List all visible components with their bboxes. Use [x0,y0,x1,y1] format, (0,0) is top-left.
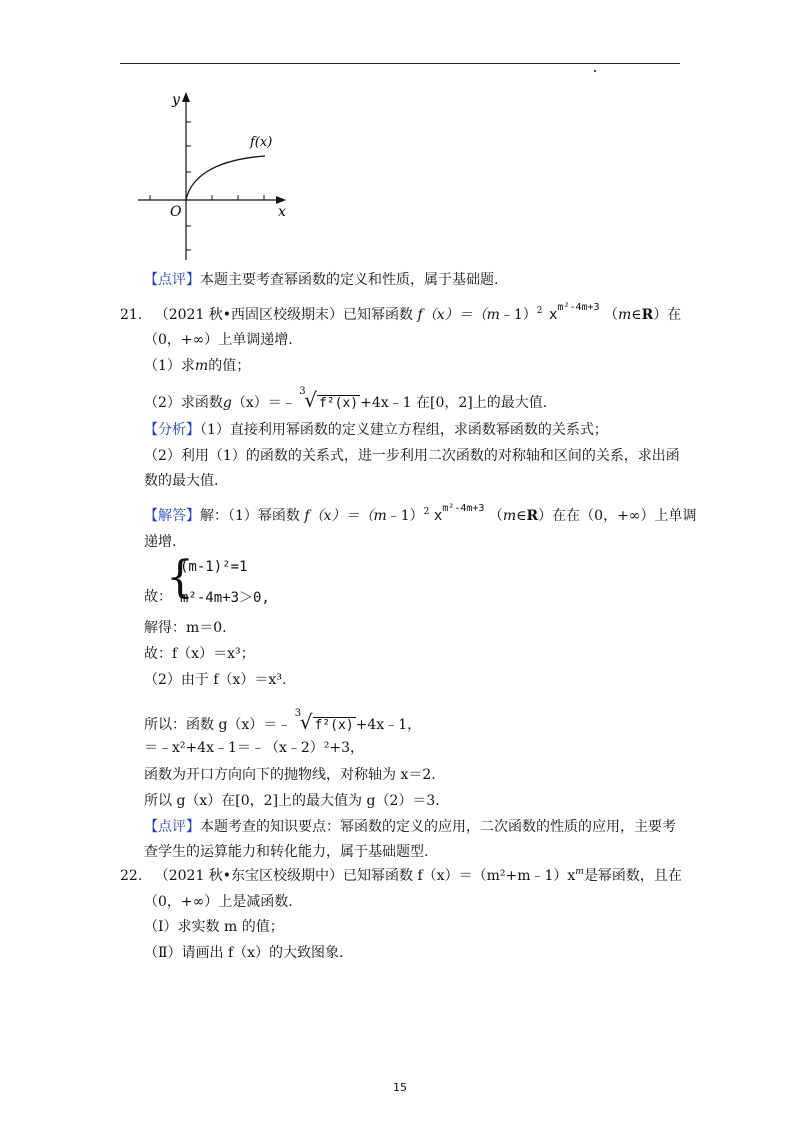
q21-source: （2021 秋•西固区校级期末）已知幂函数 [154,307,414,323]
q21-parabola: 函数为开口方向向下的抛物线，对称轴为 x＝2. [144,767,436,783]
q21-number: 21. [120,307,143,323]
comment-tag: 【点评】 [144,272,200,288]
q21-maxval: 所以 g（x）在[0，2]上的最大值为 g（2）＝3. [144,793,440,809]
q22-part1: （Ⅰ）求实数 m 的值； [144,919,284,935]
header-rule [120,63,680,64]
function-graph [130,88,310,268]
q21-answer-1: 【解答】解：（1）幂函数 f（x）＝（m﹣1）$^2$ $x^{m^2-4m+3}$ （m∈R）在在（0，+∞）上单调 [144,503,697,524]
curve-label: f(x) [250,135,273,150]
q21-solve: 解得：m＝0. [144,620,227,636]
cube-root: 3 √ f²(x) [299,386,359,412]
function-curve [186,156,265,200]
q21-line1: 21. （2021 秋•西固区校级期末）已知幂函数 f（x）＝（m﹣1）$^2$ $x^{m^2-4m+3}$ （m∈R）在 [120,302,682,323]
origin-label: O [170,204,182,220]
comment-1 [144,270,498,290]
cube-root-2: 3 √ f²(x) [294,708,354,734]
header-dot [594,70,596,72]
q21-so-g: 所以：函数 g（x）＝﹣ 3 √ f²(x) +4x﹣1， [144,708,422,734]
q21-comment-1: 【点评】本题考查的知识要点：幂函数的定义的应用，二次函数的性质的应用，主要考 [144,819,676,835]
q21-part2-start: （2）由于 f（x）＝x³. [144,672,287,688]
q21-part1: （1）求m的值； [144,358,251,374]
brace: { [166,552,194,603]
q22-line1: 22. （2021 秋•东宝区校级期中）已知幂函数 $f(x)=(m^2+m﹣1)x^m$是幂函数，且在 [120,867,682,884]
q21-comment-2: 查学生的运算能力和转化能力，属于基础题型. [144,844,429,860]
q21-answer-2: 递增. [144,534,177,550]
q21-so-f: 故：f（x）＝x³； [144,646,255,662]
y-axis-label: y [172,92,180,108]
q21-part2: （2）求函数g（x）＝﹣ 3 √ f²(x) +4x﹣1 在[0，2]上的最大值. [144,386,548,412]
q22-line2: （0，+∞）上是减函数. [144,894,293,910]
q22-part2: （Ⅱ）请画出 f（x）的大致图象. [144,945,344,961]
q21-analysis-3: 数的最大值. [144,473,219,489]
page-number: 15 [393,1081,407,1094]
comment-text: 本题主要考查幂函数的定义和性质，属于基础题. [200,272,499,288]
q21-line2: （0，+∞）上单调递增. [144,332,293,348]
q21-analysis-2: （2）利用（1）的函数的关系式，进一步利用二次函数的对称轴和区间的关系，求出函 [144,448,680,464]
x-axis-arrow [276,196,286,204]
q21-eq-line: ＝﹣x²+4x﹣1＝﹣（x﹣2）²+3， [144,740,365,756]
q21-analysis-1: 【分析】（1）直接利用幂函数的定义建立方程组，求函数幂函数的关系式； [144,422,608,438]
y-axis-arrow [182,92,190,102]
x-axis-label: x [278,204,286,220]
